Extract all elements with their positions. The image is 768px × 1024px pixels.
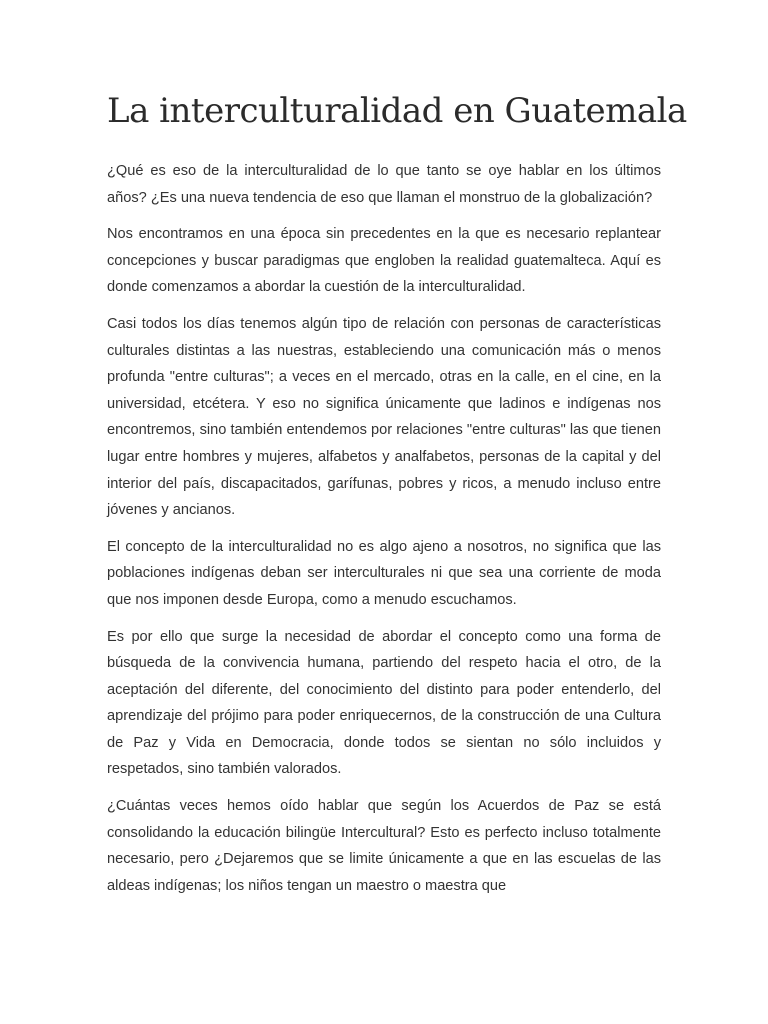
paragraph-2: Nos encontramos en una época sin precedentes en la que es necesario replantear concepciones y buscar paradigmas que engloben la realidad guatemalteca. Aquí es donde comenzamos a abordar la cuestión de la interculturalidad. — [107, 226, 661, 296]
paragraph-1: ¿Qué es eso de la interculturalidad de lo que tanto se oye hablar en los últimos años? ¿Es una nueva tendencia de eso que llaman el monstruo de la globalización? — [107, 163, 661, 206]
paragraph-5: Es por ello que surge la necesidad de abordar el concepto como una forma de búsqueda de la convivencia humana, partiendo del respeto hacia el otro, de la aceptación del diferente, del conocimiento del distinto para poder entenderlo, del aprendizaje del prójimo para poder enriquecernos, de la construcción de una Cultura de Paz y Vida en Democracia, donde todos se sientan no sólo incluidos y respetados, sino también valorados. — [107, 628, 661, 778]
article-body — [107, 158, 661, 909]
paragraph-3: Casi todos los días tenemos algún tipo de relación con personas de características culturales distintas a las nuestras, estableciendo una comunicación más o menos profunda "entre culturas"; a veces en el mercado, otras en la calle, en el cine, en la universidad, etcétera. Y eso no significa únicamente que ladinos e indígenas nos encontremos, sino también entendemos por relaciones "entre culturas" las que tienen lugar entre hombres y mujeres, alfabetos y analfabetos, personas de la capital y del interior del país, discapacitados, garífunas, pobres y ricos, a menudo incluso entre jóvenes y ancianos. — [107, 315, 661, 519]
paragraph-6: ¿Cuántas veces hemos oído hablar que según los Acuerdos de Paz se está consolidando la educación bilingüe Intercultural? Esto es perfecto incluso totalmente necesario, pero ¿Dejaremos que se limite únicamente a que en las escuelas de las aldeas indígenas; los niños tengan un maestro o maestra que — [107, 798, 661, 894]
article-title: La interculturalidad en Guatemala — [107, 91, 687, 131]
paragraph-4: El concepto de la interculturalidad no es algo ajeno a nosotros, no significa que las poblaciones indígenas deban ser interculturales ni que sea una corriente de moda que nos imponen desde Europa, como a menudo escuchamos. — [107, 538, 661, 608]
